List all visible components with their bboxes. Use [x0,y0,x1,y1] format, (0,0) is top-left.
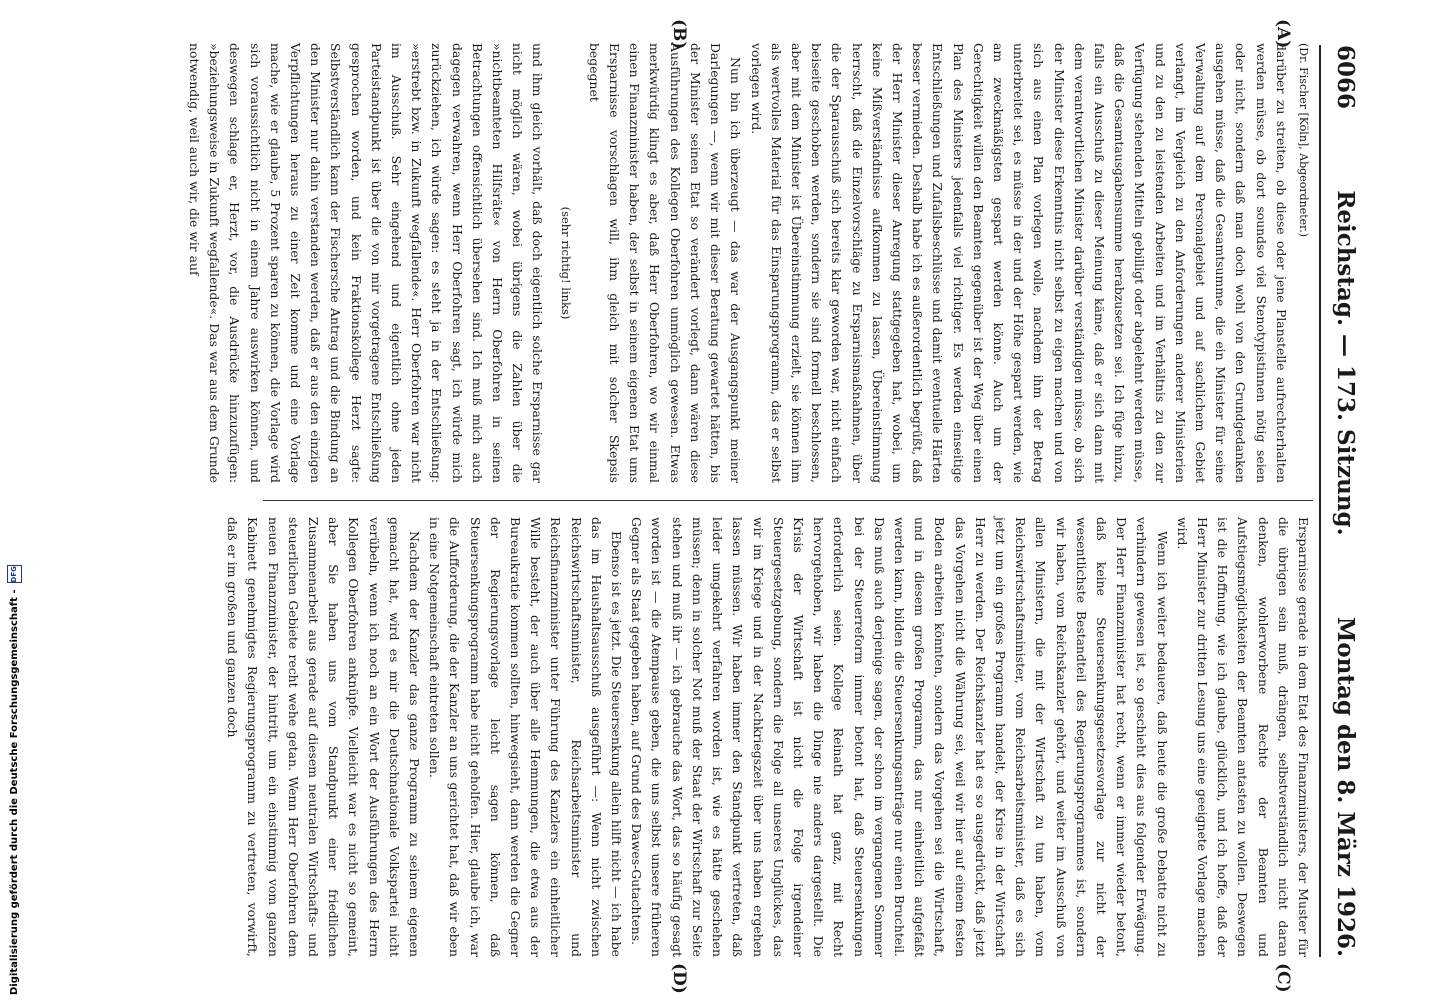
paragraph: und ihm gleich vorhält, daß doch eigentlich solche Ersparnisse gar nicht möglich wären, wobei übrigens die Zahlen über die »nichtbeamteten Hilfsräte« von Herrn Oberfohren in seinen Betrachtungen offensichtlich übersehen sind. Ich muß mich auch dagegen verwahren, wenn Herr Oberfohren sagt, ich würde mich zurückziehen, ich würde sagen: es steht ja in der Entschließung: »erstrebt bzw. in Zukunft wegfallende«. Herr Oberfohren war nicht im Ausschuß. Sehr eingehend und eigentlich ohne jeden Parteistandpunkt ist über die von mir vorgetragene Entschließung gesprochen worden, und kein Fraktionskollege Herzt sagte: Selbstverständlich kann der Fischersche Antrag und die Bindung an den Minister nur dahin verstanden werden, daß er aus den einzigen Verpflichtungen heraus zu einer Zeit komme und eine Vorlage mache, wie er glaube, 5 Prozent sparen zu können, die Vorlage wird sich voraussichtlich nicht in einem Jahre auswirken können, und deswegen schlage er, Herzt, vor, die Ausdrücke hinzuzufügen: »beziehungsweise in Zukunft wegfallende«. Das war aus dem Grunde notwendig, weil auch wir, die wir auf [187,43,546,483]
footer-text: Digitalisierung gefördert durch die Deutsche Forschungsgemeinschaft - [8,589,20,995]
speaker-label: (Dr. Fischer [Köln], Abgeordneter.) [1297,43,1310,238]
column-divider [263,500,1313,501]
paragraph: Nachdem der Kanzler das ganze Programm zu seinem eigenen gemacht hat, wird es mir die Deutschnationale Volkspartei nicht verübeln, wenn ich noch an ein Wort der Ausführungen des Herrn Kollegen Oberfohren anknüpfe. Vielleicht war es nicht so gemeint, aber Sie haben uns vom Standpunkt einer friedlichen Zusammenarbeit aus gerade auf diesem neutralen Wirtschafts- und steuerlichen Gebiete recht wehe getan. Wenn Herr Oberfohren dem neuen Finanzminister, der hintritt, um ein einstimmig vom ganzen Kabinett genehmigtes Regierungsprogramm zu vertreten, vorwirft, daß er im großen und ganzen doch [225,517,423,957]
margin-mark-d: (D) [669,963,689,994]
margin-mark-b: (B) [669,19,689,50]
interjection: (sehr richtig! links) [558,206,573,320]
page-number: 6066 [1332,45,1360,110]
document-page [19,19,1379,994]
left-column [187,43,1313,483]
margin-mark-a: (A) [1273,19,1293,49]
paragraph: Nun bin ich überzeugt — das war der Ausgangspunkt meiner Darlegungen —, wenn wir mit dieser Beratung gewartet hätten, bis der Minister seinen Etat so verändert vorlegt, dann wären diese Ausführungen des Kollegen Oberfohren unmöglich gewesen. Etwas merkwürdig klingt es aber, daß Herr Oberfohren, wo wir einmal einen Finanzminister haben, der selbst in seinem eigenen Etat ums Ersparnisse vorschlagen will, ihm gleich mit solcher Skepsis begegnet [586,43,744,483]
paragraph: Ersparnisse gerade in dem Etat des Finanzministers, der Muster für die übrigen sein muß, drängen, selbstverständlich nicht daran denken, wohlerworbene Rechte der Beamten und Aufstiegsmöglichkeiten der Beamten antasten zu wollen. Deswegen ist die Hoffnung, wie ich glaube, glücklich, und ich hoffe, daß der Herr Minister zur dritten Lesung uns eine geeignete Vorlage machen wird. [1174,517,1311,957]
digitization-footer [4,566,24,995]
session-date: Montag den 8. März 1926. [1332,616,1360,957]
right-column [193,517,1313,957]
page-header [1325,45,1367,957]
dfg-logo-badge: DFG [7,565,22,583]
margin-mark-c: (C) [1273,963,1293,993]
session-title: Reichstag. — 173. Sitzung. [1332,190,1360,536]
paragraph: Wenn ich weiter bedauere, daß heute die große Debatte nicht zu verhindern gewesen ist, so geschieht dies aus folgender Erwägung. Der Herr Finanzminister hat recht, wenn er immer wieder betont, daß keine Steuersenkungsgesetzesvorlage zur nicht der wesentlichste Bestandteil des Regierungsprogrammes ist, sondern wir haben, vom Reichskanzler gehört, und weiter im Ausschuß von allen Ministern, die mit der Wirtschaft zu tun haben, vom Reichswirtschaftsminister, vom Reichsarbeitsminister, daß es sich jetzt um ein großes Programm handelt, der Krise in der Wirtschaft Herr zu werden. Der Reichskanzler hat es so ausgedrückt, daß jetzt das Vorgehen nicht die Währung sei, weil wir hier auf einem festen Boden arbeiten könnten, sondern das Vorgehen sei die Wirtschaft, und in diesem großen Programm, das nur einheitlich aufgefaßt werden kann, bilden die Steuersenkungsanträge nur einen Bruchteil. Das muß auch derjenige sagen, der schon im vergangenen Sommer bei der Steuerreform immer betont hat, daß Steuersenkungen erforderlich seien. Kollege Reinath hat ganz, mit Recht hervorgehoben, wir haben die Dinge nie anders dargestellt. Die Krisis der Wirtschaft ist nicht die Folge irgendeiner Steuergesetzgebung, sondern die Folge all unseres Unglückes, das wir im Kriege und in der Nachkriegszeit über uns haben ergehen lassen müssen. Wir haben immer den Standpunkt vertreten, daß leider umgekehrt verfahren worden ist, wie es hätte geschehen müssen; denn in solcher Not muß der Staat der Wirtschaft zur Seite stehen und muß ihr — ich gebrauche das Wort, das so häufig gesagt worden ist — die Atempause geben, die uns selbst unsere früheren Gegner als Staat gegeben haben, auf Grund des Dawes-Gutachtens. [629,517,1170,957]
paragraph: Ebenso ist es jetzt. Die Steuersenkung allein hilft nicht — ich habe das im Haushaltsausschuß ausgeführt —: Wenn nicht zwischen Reichswirtschaftsminister, Reichsarbeitsminister und Reichsfinanzminister unter Führung des Kanzlers ein einheitlicher Wille besteht, der auch über alle Hemmungen, die etwa aus der Bureaukratie kommen sollten, hinwegsieht, dann werden die Gegner der Regierungsvorlage leicht sagen können, daß Steuersenkungsprogramm habe nicht geholfen. Hier, glaube ich, war die Aufforderung, die der Kanzler an uns gerichtet hat, daß wir eben in eine Notgemeinschaft eintreten sollen. [427,517,625,957]
paragraph: darüber zu streiten, ob diese oder jene Planstelle aufrechterhalten werden müsse, ob dort soundso viel Stenotypistinnen nötig seien oder nicht, sondern daß man doch wohl von den Grundgedanken ausgehen müsse, daß die Gesamtsumme, die ein Minister für seine Verwaltung auf dem Personalgebiet und auf sachlichem Gebiet verlangt, im Vergleich zu den Anforderungen anderer Ministerien und zu den zu leistenden Arbeiten und im Verhältnis zu den zur Verfügung stehenden Mitteln gebilligt oder abgelehnt werden müsse, daß die Gesamtausgabensumme herabzusetzen sei. Ich füge hinzu, falls ein Ausschuß zu dieser Meinung käme, daß er sich dann mit dem verantwortlichen Minister darüber verständigen müsse, ob sich der Minister diese Erkenntnis nicht selbst zu eigen machen und von sich aus einen Plan vorlegen wolle, nachdem ihm der Betrag unterbreitet sei, es müsse in der und der Höhe gespart werden, wie am zweckmäßigsten gespart werden könne. Auch um der Gerechtigkeit willen den Beamten gegenüber ist der Weg über einen Plan des Ministers jedenfalls viel richtiger. Es werden einseitige Entschließungen und Zufallsbeschlüsse und damit eventuelle Härten besser vermieden. Deshalb habe ich es außerordentlich begrüßt, daß der Herr Minister dieser Anregung stattgegeben hat, wobei, um keine Mißverständnisse aufkommen zu lassen, Übereinstimmung herrscht, daß die Einzelvorschläge zu Ersparnismaßnahmen, über die der Sparausschuß sich bereits klar geworden war, nicht einfach beiseite geschoben werden, sondern sie sind formell beschlossen, aber mit dem Minister ist Übereinstimmung erzielt, sie können ihm als wertvolles Material für das Einsparungsprogramm, das er selbst vorlegen wird. [748,43,1289,483]
header-rule [1319,45,1321,957]
